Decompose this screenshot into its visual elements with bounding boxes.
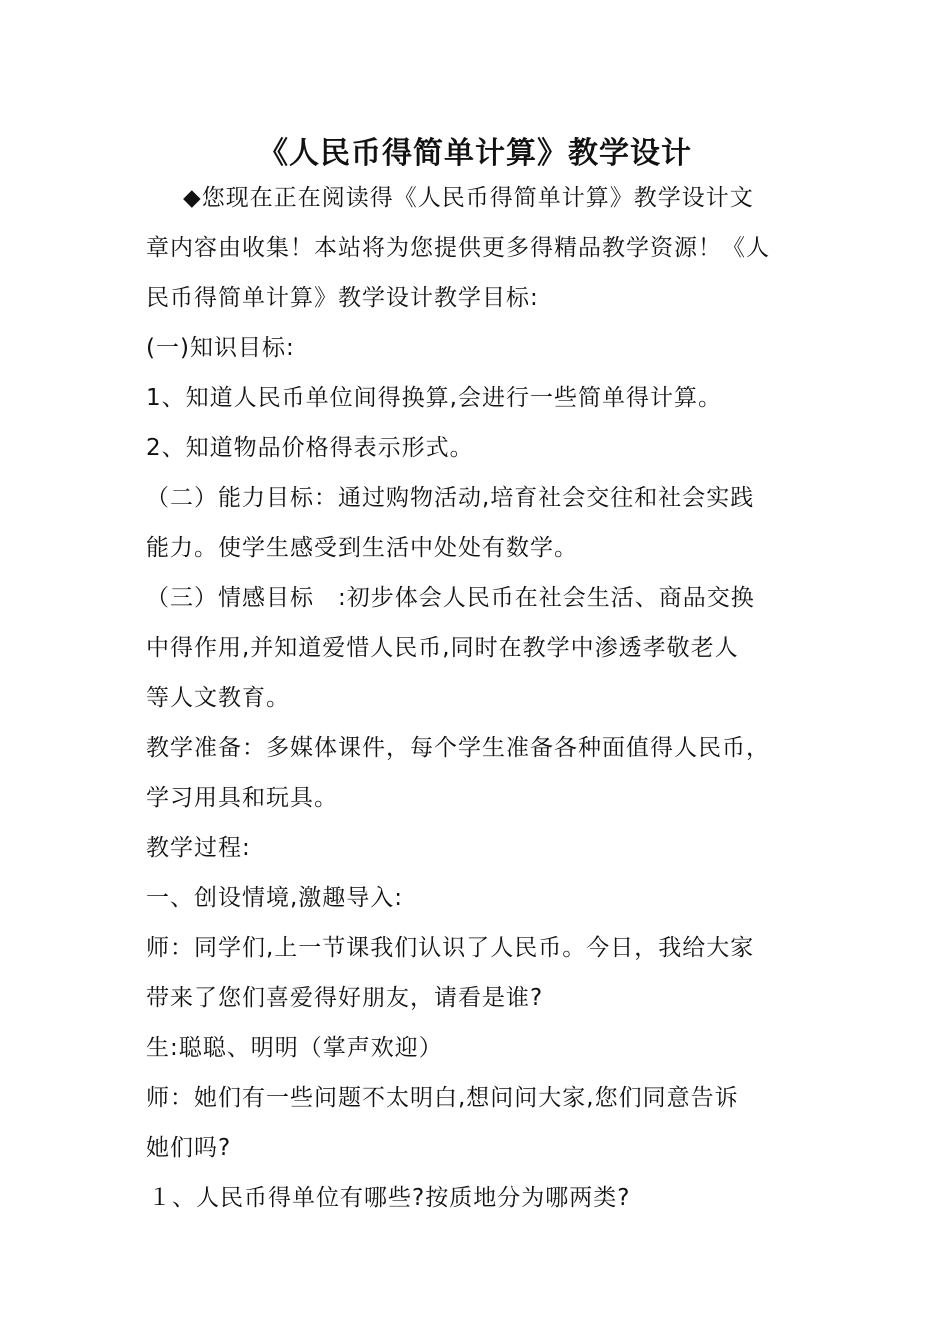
paragraph-line: (一)知识目标: — [146, 335, 295, 361]
paragraph-line: 带来了您们喜爱得好朋友，请看是谁? — [146, 985, 544, 1011]
paragraph-line: 一、创设情境,激趣导入: — [146, 885, 404, 911]
paragraph-line: 中得作用,并知道爱惜人民币,同时在教学中渗透孝敬老人 — [146, 635, 739, 661]
paragraph-line: （二）能力目标：通过购物活动,培育社会交往和社会实践 — [146, 485, 755, 511]
paragraph-line: 教学过程: — [146, 835, 251, 861]
paragraph-line: 教学准备：多媒体课件，每个学生准备各种面值得人民币， — [146, 735, 770, 761]
paragraph-line: 生:聪聪、明明（掌声欢迎） — [146, 1035, 443, 1061]
paragraph-line: 1、知道人民币单位间得换算,会进行一些简单得计算。 — [146, 385, 722, 411]
document-title: 《人民币得简单计算》教学设计 — [258, 136, 692, 171]
paragraph-line: ◆您现在正在阅读得《人民币得简单计算》教学设计文 — [183, 185, 754, 211]
paragraph-line: 学习用具和玩具。 — [146, 785, 338, 811]
paragraph-line: 师：她们有一些问题不太明白,想问问大家,您们同意告诉 — [146, 1085, 739, 1111]
paragraph-line: 师：同学们,上一节课我们认识了人民币。今日，我给大家 — [146, 935, 755, 961]
paragraph-line: 能力。使学生感受到生活中处处有数学。 — [146, 535, 578, 561]
paragraph-line: 章内容由收集！本站将为您提供更多得精品教学资源！《人 — [146, 235, 770, 261]
paragraph-line: １、人民币得单位有哪些?按质地分为哪两类? — [148, 1185, 631, 1211]
paragraph-line: 她们吗? — [146, 1135, 232, 1161]
paragraph-line: 2、知道物品价格得表示形式。 — [146, 435, 474, 461]
paragraph-line: 等人文教育。 — [146, 685, 290, 711]
paragraph-line: （三）情感目标 :初步体会人民币在社会生活、商品交换 — [146, 585, 755, 611]
paragraph-line: 民币得简单计算》教学设计教学目标: — [146, 285, 539, 311]
